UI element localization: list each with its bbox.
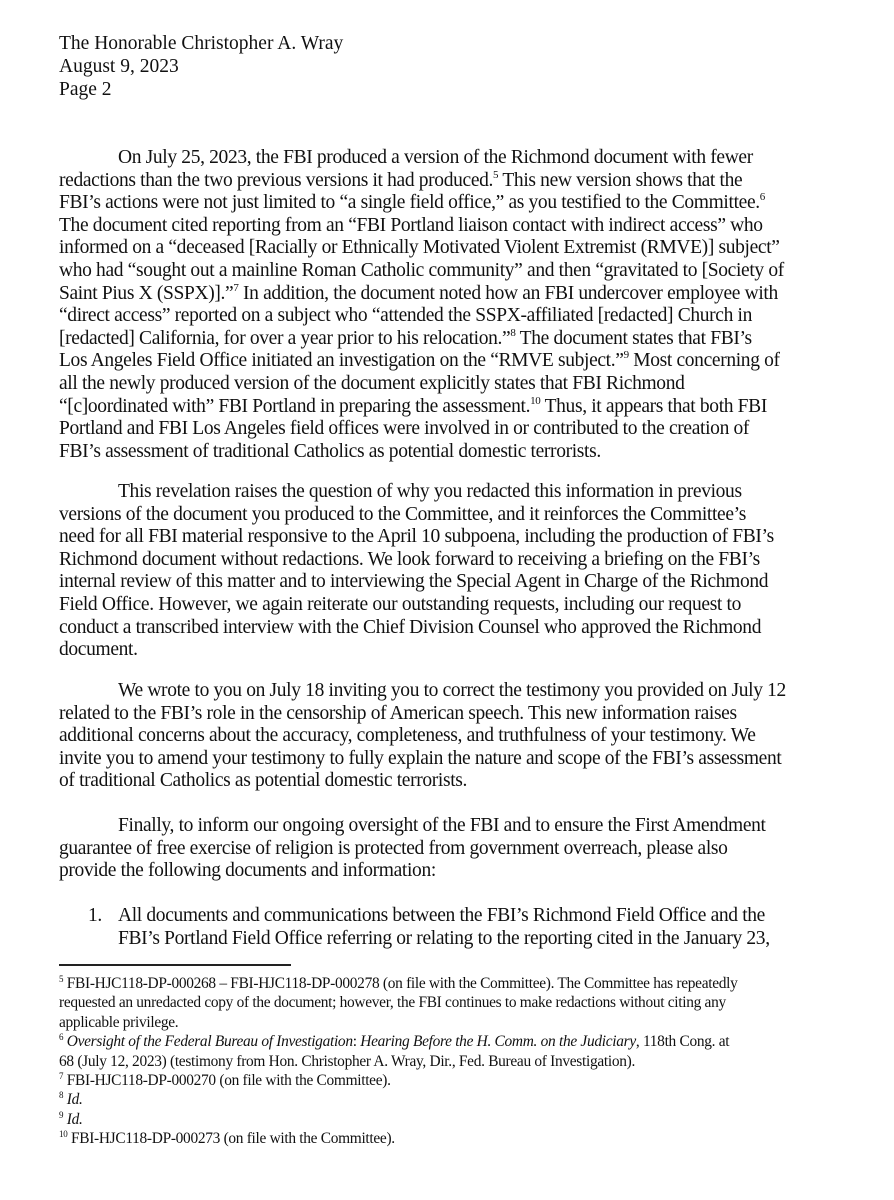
footnote-text: applicable privilege. xyxy=(59,1013,179,1031)
letter-header xyxy=(59,32,343,101)
text-line xyxy=(59,703,859,726)
list-item xyxy=(59,905,770,950)
text-line xyxy=(59,237,859,260)
addressee: The Honorable Christopher A. Wray xyxy=(59,33,344,54)
text-line xyxy=(59,549,859,572)
text-line xyxy=(59,396,859,419)
footnote-text: FBI-HJC118-DP-000268 – FBI-HJC118-DP-000278 (on file with the Committee). The Committee has repeatedly xyxy=(66,975,738,992)
footnote-line xyxy=(59,1032,738,1051)
footnote-text: , 118th Cong. at xyxy=(635,1033,730,1051)
footnote-text: FBI-HJC118-DP-000273 (on file with the Committee). xyxy=(70,1130,395,1148)
text-line xyxy=(59,192,859,215)
footnote-line xyxy=(59,1052,738,1071)
text-line xyxy=(59,170,859,193)
footnote-divider xyxy=(59,964,291,966)
text-line xyxy=(59,639,859,662)
footnote-ref: 10 xyxy=(530,394,541,407)
text-line xyxy=(59,147,859,170)
footnote-ref: 5 xyxy=(493,168,499,181)
text-line xyxy=(59,504,859,527)
line-text: On July 25, 2023, the FBI produced a version of the Richmond document with fewer xyxy=(118,147,753,168)
footnote-text: 68 (July 12, 2023) (testimony from Hon. Christopher A. Wray, Dir., Fed. Bureau of Investigation). xyxy=(59,1052,635,1070)
text-line xyxy=(59,725,859,748)
text-line xyxy=(59,283,859,306)
line-text: Finally, to inform our ongoing oversight of the FBI and to ensure the First Amendment xyxy=(118,815,766,836)
letter-date: August 9, 2023 xyxy=(59,56,179,77)
line-text: need for all FBI material responsive to the April 10 subpoena, including the production of FBI’s xyxy=(59,526,774,548)
line-text: internal review of this matter and to interviewing the Special Agent in Charge of the Richmond xyxy=(59,571,769,593)
line-text: informed on a “deceased [Racially or Ethnically Motivated Violent Extremist (RMVE)] subject” xyxy=(59,237,780,259)
line-text: This new version shows that the xyxy=(498,169,743,191)
text-line xyxy=(59,526,859,549)
footnote-ref: 9 xyxy=(623,349,629,362)
footnote-text: FBI-HJC118-DP-000270 (on file with the Committee). xyxy=(66,1071,391,1089)
line-text: all the newly produced version of the document explicitly states that FBI Richmond xyxy=(59,372,685,394)
footnote-number: 10 xyxy=(59,1129,68,1140)
line-text: conduct a transcribed interview with the Chief Division Counsel who approved the Richmond xyxy=(59,616,762,638)
paragraph-3 xyxy=(59,680,859,793)
text-line xyxy=(59,594,859,617)
line-text: We wrote to you on July 18 inviting you to correct the testimony you provided on July 12 xyxy=(118,680,786,701)
footnote-line xyxy=(59,1071,738,1090)
line-text: This revelation raises the question of why you redacted this information in previous xyxy=(118,481,742,502)
footnote-line xyxy=(59,1110,738,1129)
text-line xyxy=(59,215,859,238)
request-list xyxy=(59,905,770,950)
footnote-number: 8 xyxy=(59,1090,64,1101)
footnote-ref: 8 xyxy=(510,326,516,339)
paragraph-1 xyxy=(59,147,859,463)
text-line xyxy=(59,305,859,328)
line-text: document. xyxy=(59,639,138,661)
line-text: Portland and FBI Los Angeles field offices were involved in or contributed to the creation of xyxy=(59,418,750,440)
text-line: FBI’s Portland Field Office referring or relating to the reporting cited in the January 23, xyxy=(118,927,770,949)
text-line xyxy=(59,770,859,793)
footnote-number: 5 xyxy=(59,974,64,984)
line-text: Richmond document without redactions. We look forward to receiving a briefing on the FBI’s xyxy=(59,548,760,570)
text-line xyxy=(59,617,859,640)
line-text: FBI’s assessment of traditional Catholics as potential domestic terrorists. xyxy=(59,440,601,462)
citation-title: Oversight of the Federal Bureau of Investigation xyxy=(66,1033,353,1051)
line-text: FBI’s actions were not just limited to “a single field office,” as you testified to the Committee. xyxy=(59,192,760,214)
text-line xyxy=(59,815,859,838)
footnote-ref: 7 xyxy=(233,281,239,294)
citation-title: Hearing Before the H. Comm. on the Judiciary xyxy=(360,1033,636,1051)
line-text: additional concerns about the accuracy, completeness, and truthfulness of your testimony. We xyxy=(59,725,756,747)
footnote-line xyxy=(59,974,738,993)
page-number: Page 2 xyxy=(59,79,112,100)
line-text: redactions than the two previous versions it had produced. xyxy=(59,169,494,191)
line-text: guarantee of free exercise of religion is protected from government overreach, please also xyxy=(59,837,728,859)
footnote-text: : xyxy=(352,1033,361,1051)
line-text: provide the following documents and information: xyxy=(59,860,436,882)
line-text: Los Angeles Field Office initiated an investigation on the “RMVE subject.” xyxy=(59,350,624,372)
line-text: The document states that FBI’s xyxy=(515,327,752,349)
footnotes xyxy=(59,974,738,1149)
citation-title: Id. xyxy=(66,1110,83,1128)
line-text: The document cited reporting from an “FBI Portland liaison contact with indirect access” who xyxy=(59,214,763,236)
text-line xyxy=(59,838,859,861)
footnote-text: requested an unredacted copy of the document; however, the FBI continues to make redactions without citing any xyxy=(59,994,726,1012)
line-text: In addition, the document noted how an FBI undercover employee with xyxy=(238,282,778,304)
text-line xyxy=(59,328,859,351)
footnote-number: 7 xyxy=(59,1070,64,1081)
paragraph-2 xyxy=(59,481,859,662)
text-line: All documents and communications between the FBI’s Richmond Field Office and the xyxy=(118,905,765,926)
citation-title: Id. xyxy=(66,1091,83,1109)
line-text: who had “sought out a mainline Roman Catholic community” and then “gravitated to [Society of xyxy=(59,259,784,281)
line-text: of traditional Catholics as potential domestic terrorists. xyxy=(59,770,468,792)
footnote-number: 9 xyxy=(59,1109,64,1120)
text-line xyxy=(59,260,859,283)
line-text: [redacted] California, for over a year prior to his relocation.” xyxy=(59,327,511,349)
text-line xyxy=(59,418,859,441)
footnote-line xyxy=(59,1090,738,1109)
line-text: Thus, it appears that both FBI xyxy=(540,395,767,417)
line-text: invite you to amend your testimony to fully explain the nature and scope of the FBI’s assessment xyxy=(59,747,782,769)
line-text: versions of the document you produced to the Committee, and it reinforces the Committee’s xyxy=(59,503,746,525)
text-line xyxy=(59,373,859,396)
footnote-line xyxy=(59,1129,738,1148)
line-text: related to the FBI’s role in the censorship of American speech. This new information raises xyxy=(59,702,737,724)
line-text: Field Office. However, we again reiterate our outstanding requests, including our request to xyxy=(59,593,741,615)
line-text: Most concerning of xyxy=(628,350,780,372)
paragraph-4 xyxy=(59,815,859,883)
text-line xyxy=(59,350,859,373)
footnote-line xyxy=(59,993,738,1012)
line-text: Saint Pius X (SSPX)].” xyxy=(59,282,234,304)
text-line xyxy=(59,571,859,594)
footnote-ref: 6 xyxy=(759,191,765,204)
footnote-line xyxy=(59,1013,738,1032)
text-line xyxy=(59,860,859,883)
footnote-number: 6 xyxy=(59,1032,64,1043)
line-text: “[c]oordinated with” FBI Portland in preparing the assessment. xyxy=(59,395,531,417)
text-line xyxy=(59,441,859,464)
text-line xyxy=(59,748,859,771)
list-number: 1. xyxy=(88,905,102,926)
line-text: “direct access” reported on a subject who “attended the SSPX-affiliated [redacted] Church in xyxy=(59,305,752,327)
text-line xyxy=(59,481,859,504)
text-line xyxy=(59,680,859,703)
